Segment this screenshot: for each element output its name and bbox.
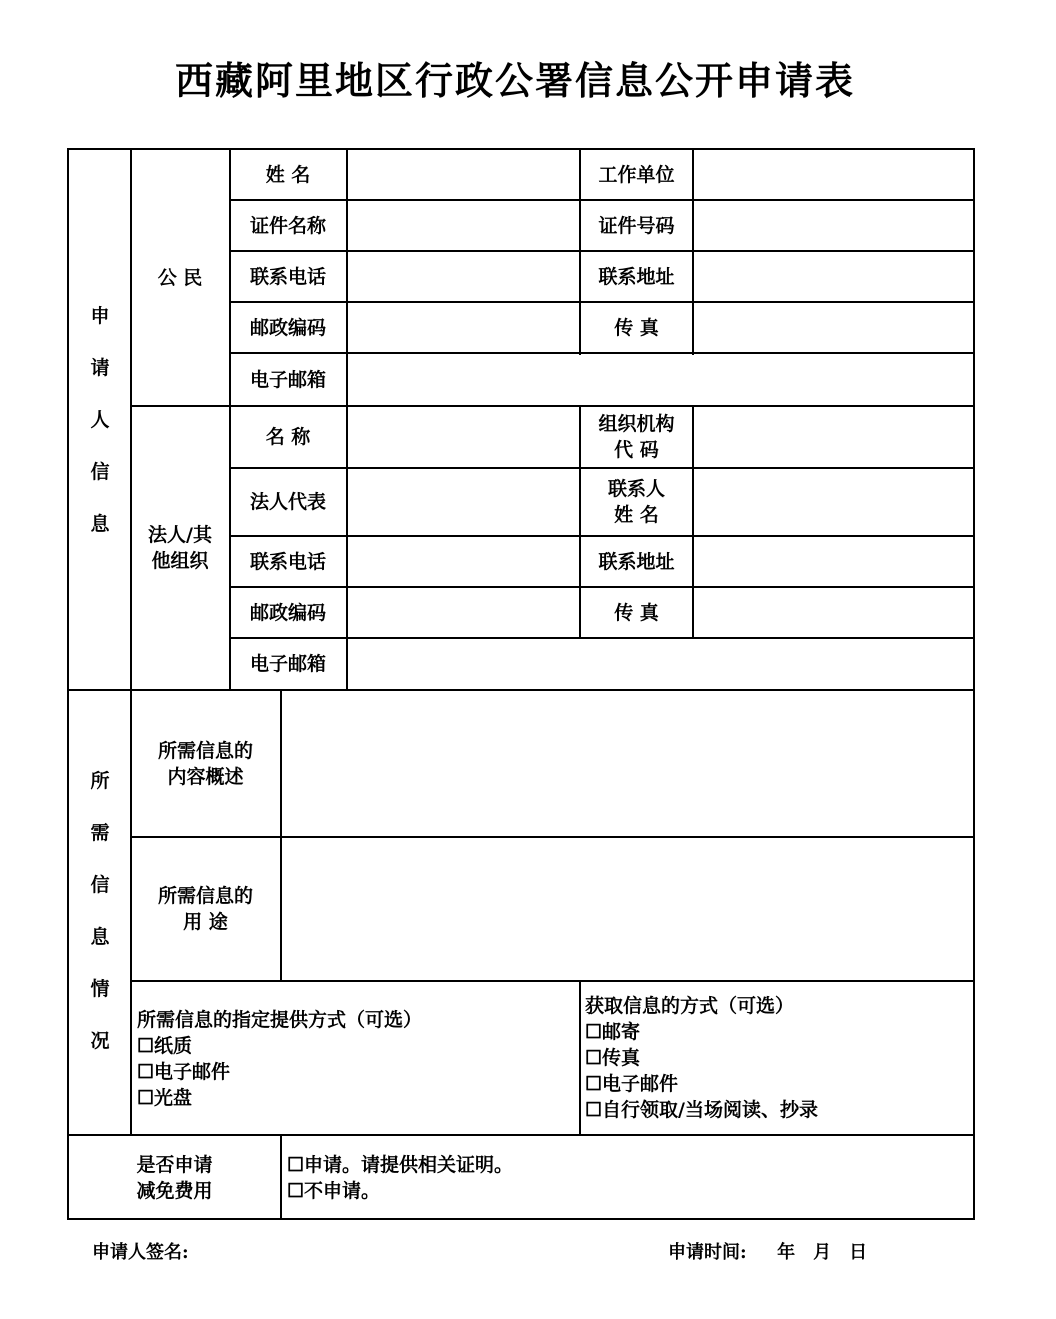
citizen-id-name-label: 证件名称 (249, 215, 326, 237)
legal-org-code-label: 组织机构 代 码 (598, 413, 675, 461)
legal-email-label: 电子邮箱 (249, 653, 326, 675)
citizen-name-label: 姓 名 (265, 164, 311, 186)
obtain-method-options[interactable]: 获取信息的方式（可选） ☐邮寄 ☐传真 ☐电子邮件 ☐自行领取/当场阅读、抄录 (585, 995, 818, 1121)
provide-method-options[interactable]: 所需信息的指定提供方式（可选） ☐纸质 ☐电子邮件 ☐光盘 (137, 1009, 423, 1109)
citizen-email-field[interactable] (348, 354, 975, 405)
legal-fax-label: 传 真 (614, 601, 659, 624)
fee-waiver-options[interactable]: ☐申请。请提供相关证明。 ☐不申请。 (287, 1154, 514, 1202)
info-content-field[interactable] (282, 691, 975, 836)
citizen-fax-field[interactable] (694, 303, 975, 353)
citizen-phone-field[interactable] (348, 252, 579, 302)
citizen-group-label: 公 民 (157, 267, 203, 289)
legal-email-field[interactable] (348, 639, 975, 689)
legal-postcode-field[interactable] (348, 588, 579, 637)
citizen-id-name-field[interactable] (348, 201, 579, 251)
legal-address-label: 联系地址 (598, 550, 675, 573)
legal-rep-label: 法人代表 (249, 491, 326, 513)
citizen-id-number-field[interactable] (694, 201, 975, 251)
form-title: 西藏阿里地区行政公署信息公开申请表 (174, 58, 855, 103)
application-date-label: 申请时间: 年 月 日 (668, 1242, 868, 1263)
citizen-employer-label: 工作单位 (598, 164, 675, 186)
legal-name-label: 名 称 (265, 426, 311, 448)
citizen-postcode-label: 邮政编码 (249, 317, 326, 339)
citizen-employer-field[interactable] (694, 150, 975, 200)
info-content-label: 所需信息的 内容概述 (157, 739, 253, 788)
citizen-email-label: 电子邮箱 (249, 368, 326, 391)
info-purpose-field[interactable] (282, 838, 975, 980)
citizen-phone-label: 联系电话 (249, 266, 326, 288)
legal-contact-field[interactable] (694, 469, 975, 535)
legal-group-label: 法人/其 他组织 (148, 524, 212, 572)
legal-contact-label: 联系人 姓 名 (607, 478, 665, 526)
legal-name-field[interactable] (348, 407, 579, 467)
citizen-postcode-field[interactable] (348, 303, 579, 353)
info-purpose-label: 所需信息的 用 途 (157, 885, 253, 933)
citizen-name-field[interactable] (348, 150, 579, 200)
applicant-info-section-label: 申 请 人 信 息 (90, 305, 110, 535)
legal-postcode-label: 邮政编码 (249, 601, 326, 624)
citizen-address-field[interactable] (694, 252, 975, 302)
signature-label: 申请人签名: (92, 1242, 189, 1263)
citizen-fax-label: 传 真 (614, 317, 659, 339)
legal-phone-label: 联系电话 (249, 550, 326, 573)
fee-waiver-label: 是否申请 减免费用 (136, 1154, 213, 1202)
legal-rep-field[interactable] (348, 469, 579, 535)
citizen-address-label: 联系地址 (598, 266, 675, 288)
legal-org-code-field[interactable] (694, 407, 975, 467)
legal-fax-field[interactable] (694, 588, 975, 637)
legal-phone-field[interactable] (348, 537, 579, 586)
info-section-label: 所 需 信 息 情 况 (90, 770, 110, 1052)
application-form (67, 148, 975, 1220)
legal-address-field[interactable] (694, 537, 975, 586)
citizen-id-number-label: 证件号码 (598, 215, 675, 237)
